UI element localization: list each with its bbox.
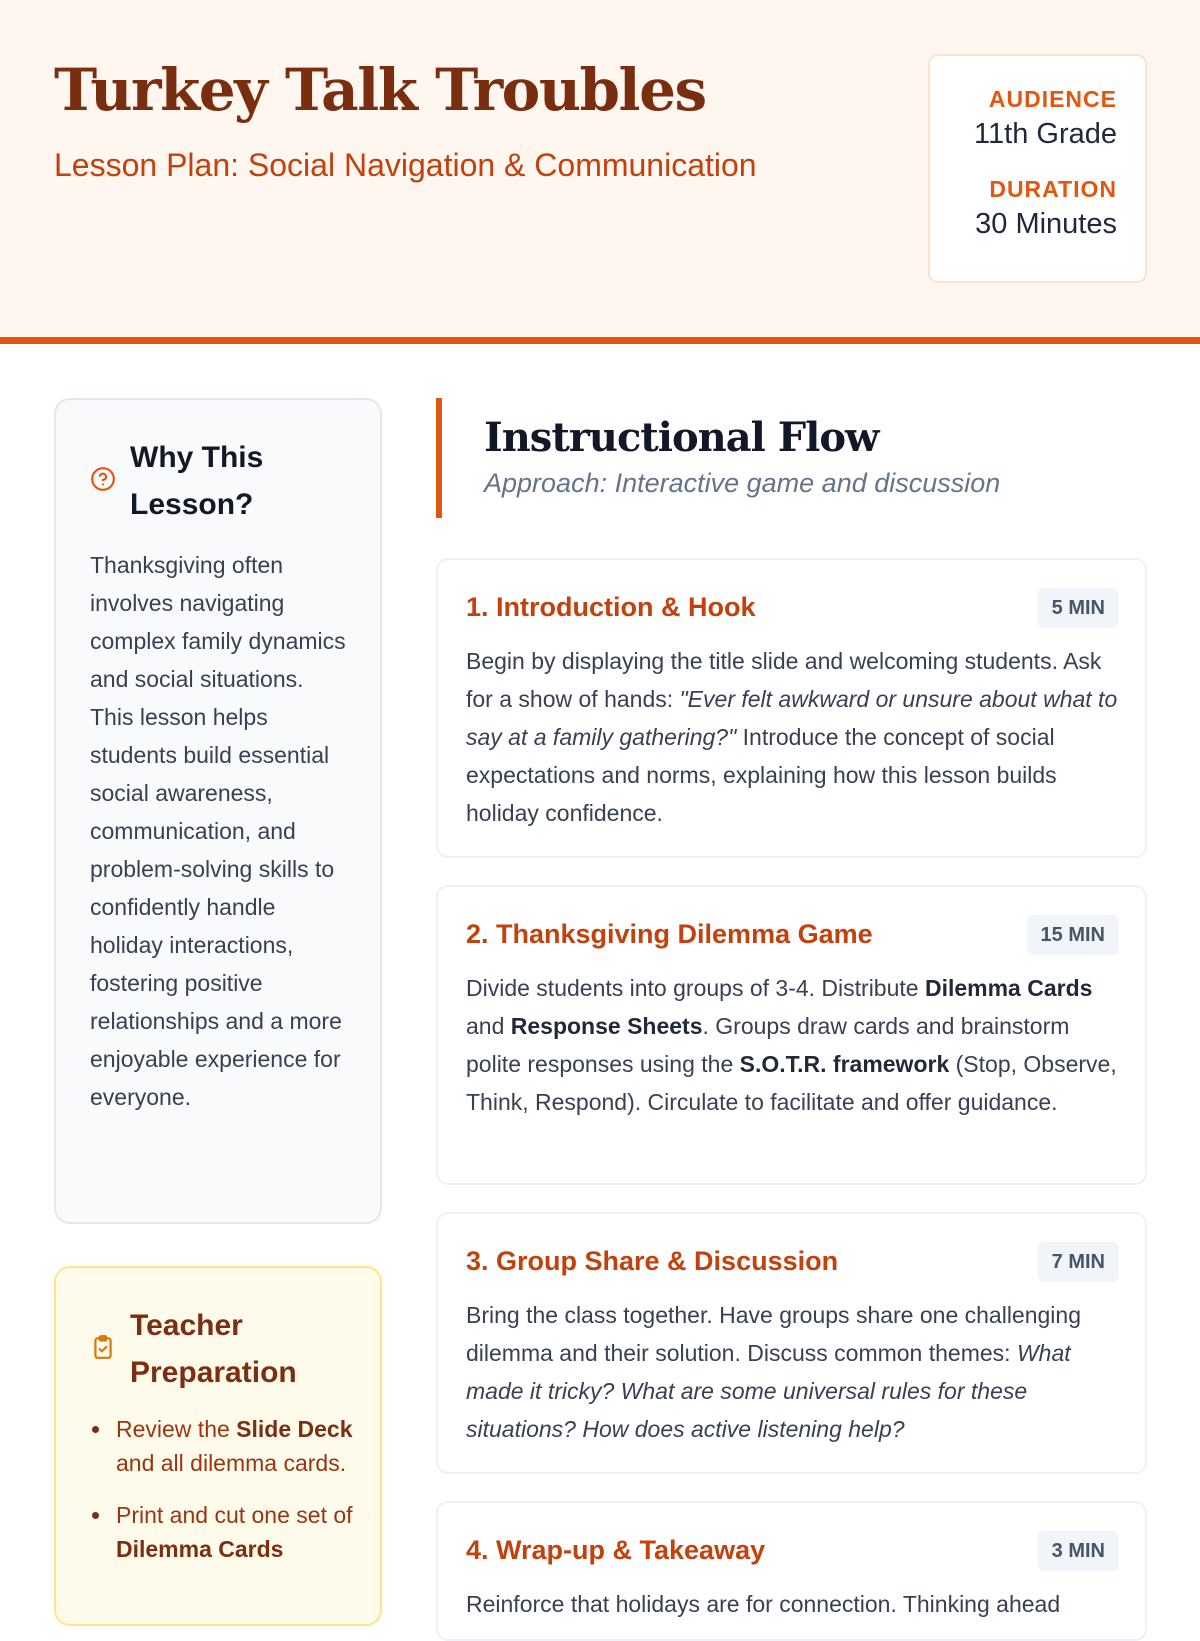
step-title: 4. Wrap-up & Takeaway: [466, 1535, 766, 1565]
prep-item: Print and cut one set of Dilemma Cards: [90, 1498, 360, 1566]
clipboard-check-icon: [90, 1334, 116, 1360]
instructional-flow-heading: [436, 398, 1000, 518]
why-this-lesson-card: [54, 398, 382, 1224]
duration-value: 30 Minutes: [975, 208, 1117, 240]
prep-heading-line2: Preparation: [130, 1356, 297, 1389]
step-duration-badge: 7 MIN: [1038, 1242, 1119, 1282]
teacher-preparation-card: [54, 1266, 382, 1626]
question-circle-icon: [90, 466, 116, 492]
why-heading-line1: Why This: [130, 441, 264, 474]
why-heading-line2: Lesson?: [130, 488, 254, 521]
step-card-1: [436, 558, 1147, 858]
lesson-meta-card: [928, 54, 1147, 283]
flow-title: Instructional Flow: [484, 414, 879, 461]
prep-item: Review the Slide Deck and all dilemma cards.: [90, 1412, 360, 1480]
prep-list: [90, 1412, 360, 1584]
step-duration-badge: 5 MIN: [1038, 588, 1119, 628]
step-card-2: [436, 885, 1147, 1185]
step-title: 1. Introduction & Hook: [466, 592, 756, 622]
step-duration-badge: 3 MIN: [1038, 1531, 1119, 1571]
page-header: [0, 0, 1200, 344]
flow-subtitle: Approach: Interactive game and discussion: [484, 468, 1001, 498]
step-title: 3. Group Share & Discussion: [466, 1246, 839, 1276]
step-card-3: [436, 1212, 1147, 1474]
page-title: Turkey Talk Troubles: [54, 56, 706, 124]
step-body: Divide students into groups of 3-4. Distribute Dilemma Cards and Response Sheets. Groups draw cards and brainstorm polite responses using the S.O.T.R. framework (Stop, Observe, Think, Respond). Circulate to facilitate and offer guidance.: [466, 975, 1117, 1115]
step-body: Begin by displaying the title slide and welcoming students. Ask for a show of hands: "Ever felt awkward or unsure about what to say at a family gathering?" Introduce the concept of social expectations and norms, explaining how this lesson builds holiday confidence.: [466, 648, 1118, 826]
step-body: Reinforce that holidays are for connection. Thinking ahead: [466, 1591, 1061, 1617]
step-card-4: [436, 1501, 1147, 1641]
step-title: 2. Thanksgiving Dilemma Game: [466, 919, 873, 949]
audience-value: 11th Grade: [974, 118, 1117, 150]
why-body-text: Thanksgiving often involves navigating complex family dynamics and social situations. This lesson helps students build essential social awareness, communication, and problem-solving skills to confidently handle holiday interactions, fostering positive relationships and a more enjoyable experience for everyone.: [90, 552, 346, 1110]
prep-heading-line1: Teacher: [130, 1309, 243, 1342]
duration-label: DURATION: [989, 176, 1117, 202]
step-duration-badge: 15 MIN: [1027, 915, 1119, 955]
audience-label: AUDIENCE: [988, 86, 1117, 112]
step-body: Bring the class together. Have groups share one challenging dilemma and their solution. Discuss common themes: What made it tricky? What are some universal rules for these situations? How does active listening help?: [466, 1302, 1082, 1442]
page-subtitle: Lesson Plan: Social Navigation & Communication: [54, 147, 757, 183]
